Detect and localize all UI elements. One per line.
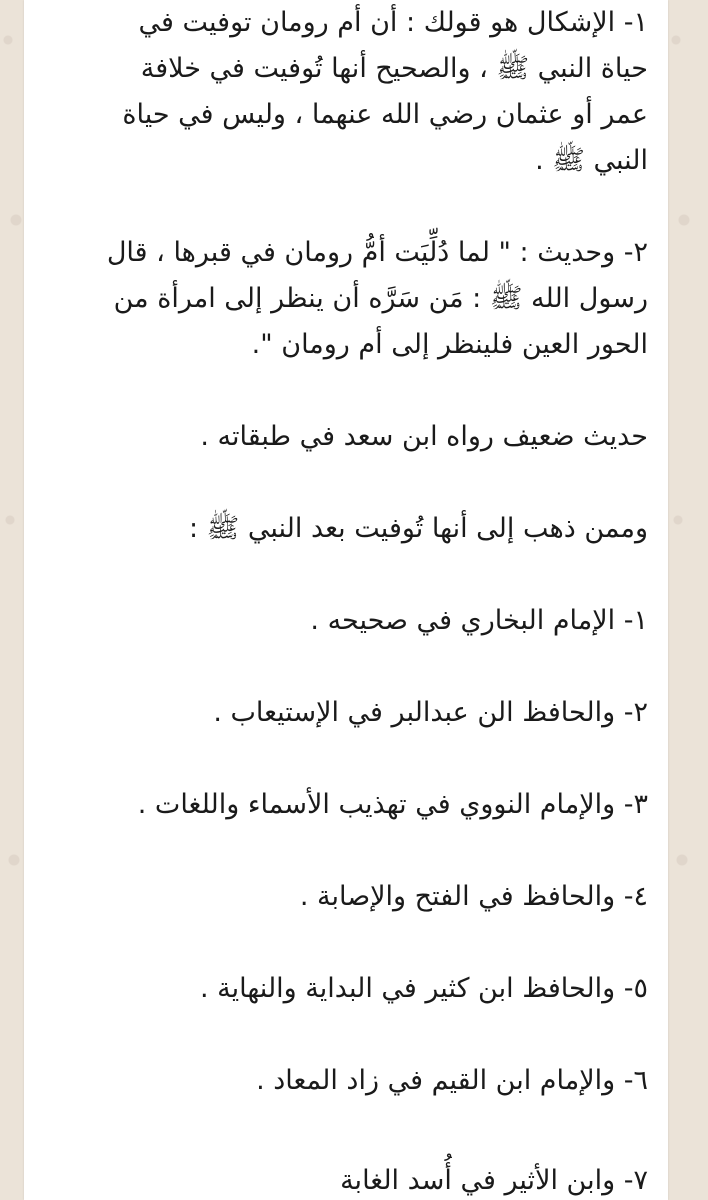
list-item-partial: ٧- وابن الأثير في أُسد الغابة <box>340 1165 648 1196</box>
message-text <box>28 0 648 1150</box>
text-line: حياة النبي ﷺ ، والصحيح أنها تُوفيت في خلافة <box>140 53 648 84</box>
list-item: ٣- والإمام النووي في تهذيب الأسماء واللغات . <box>137 789 648 820</box>
text-line: النبي ﷺ . <box>535 145 648 176</box>
list-item: ٥- والحافظ ابن كثير في البداية والنهاية . <box>199 973 648 1004</box>
text-line: رسول الله ﷺ : مَن سَرَّه أن ينظر إلى امرأة من <box>113 283 648 314</box>
text-line: ٢- وحديث : " لما دُلِّيَت أمُّ رومان في قبرها ، قال <box>106 237 648 268</box>
message-bubble[interactable] <box>24 0 668 1200</box>
list-item: ٤- والحافظ في الفتح والإصابة . <box>299 881 648 912</box>
paragraph-3: حديث ضعيف رواه ابن سعد في طبقاته . <box>200 421 648 452</box>
list-item: ٦- والإمام ابن القيم في زاد المعاد . <box>256 1065 648 1096</box>
text-line: عمر أو عثمان رضي الله عنهما ، وليس في حياة <box>122 99 648 130</box>
paragraph-4: وممن ذهب إلى أنها تُوفيت بعد النبي ﷺ : <box>189 513 648 544</box>
text-line: ١- الإشكال هو قولك : أن أم رومان توفيت في <box>138 7 648 38</box>
paragraph-1 <box>28 0 648 184</box>
text-line: الحور العين فلينظر إلى أم رومان ". <box>251 329 648 360</box>
list-item: ١- الإمام البخاري في صحيحه . <box>310 605 648 636</box>
paragraph-2 <box>28 230 648 368</box>
chat-wallpaper-left <box>0 0 24 1200</box>
chat-wallpaper-right <box>668 0 708 1200</box>
list-item: ٢- والحافظ الن عبدالبر في الإستيعاب . <box>213 697 648 728</box>
